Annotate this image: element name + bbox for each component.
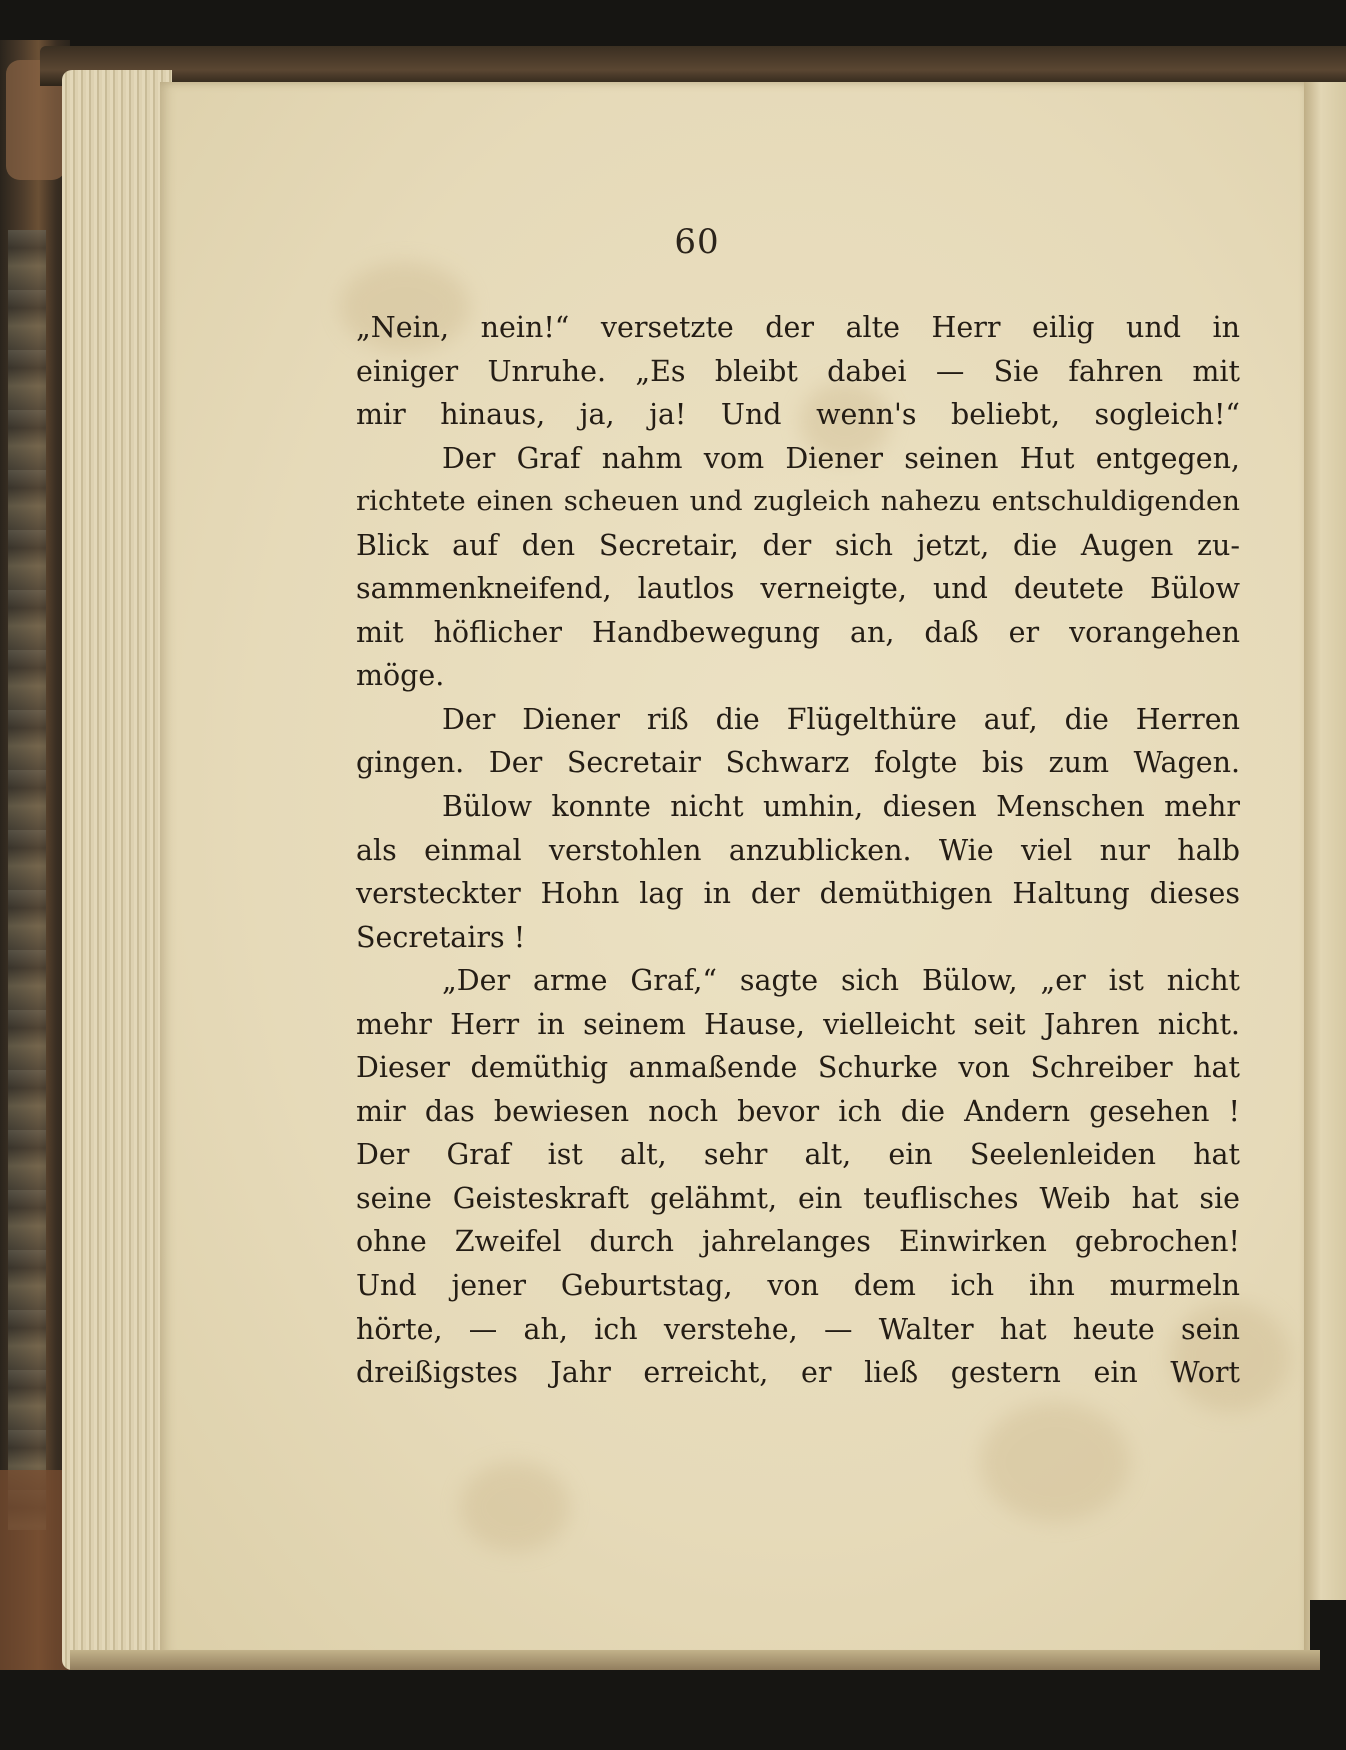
text-line: Dieser demüthig anmaßende Schurke von Schreiber hat: [356, 1051, 1240, 1085]
text-line: Secretairs !: [356, 920, 526, 954]
binding-bottom: [0, 1470, 70, 1680]
text-line: mehr Herr in seinem Hause, vielleicht seit Jahren nicht.: [356, 1007, 1240, 1041]
text-line: „Der arme Graf,“ sagte sich Bülow, „er ist nicht: [442, 964, 1240, 998]
text-line: einiger Unruhe. „Es bleibt dabei — Sie fahren mit: [356, 354, 1240, 388]
facing-page-edge: [1304, 82, 1346, 1672]
text-line: versteckter Hohn lag in der demüthigen Haltung dieses: [356, 877, 1240, 911]
text-line: mir das bewiesen noch bevor ich die Andern gesehen !: [356, 1094, 1240, 1128]
text-line: Und jener Geburtstag, von dem ich ihn murmeln: [356, 1269, 1240, 1303]
text-line: Bülow konnte nicht umhin, diesen Menschen mehr: [442, 790, 1240, 824]
background: [0, 0, 1346, 52]
text-line: Der Graf ist alt, sehr alt, ein Seelenleiden hat: [356, 1138, 1240, 1172]
binding-top-edge: [40, 46, 1346, 86]
text-line: „Nein, nein!“ versetzte der alte Herr eilig und in: [356, 311, 1240, 344]
text-line: Blick auf den Secretair, der sich jetzt, die Augen zu-: [356, 528, 1240, 562]
text-line: Der Graf nahm vom Diener seinen Hut entgegen,: [442, 441, 1240, 475]
binding-wear: [8, 230, 46, 1530]
foxing-stain: [460, 1462, 570, 1552]
text-line: möge.: [356, 659, 445, 693]
text-line: dreißigstes Jahr erreicht, er ließ gestern ein Wort: [356, 1356, 1240, 1390]
text-line: mir hinaus, ja, ja! Und wenn's beliebt, sogleich!“: [356, 398, 1240, 432]
text-line: als einmal verstohlen anzublicken. Wie viel nur halb: [356, 833, 1240, 867]
text-line: seine Geisteskraft gelähmt, ein teuflisches Weib hat sie: [356, 1181, 1240, 1215]
text-line: richtete einen scheuen und zugleich nahezu entschuldigenden: [356, 485, 1240, 518]
text-line: Der Diener riß die Flügelthüre auf, die Herren: [442, 702, 1240, 736]
text-line: hörte, — ah, ich verstehe, — Walter hat heute sein: [356, 1312, 1240, 1346]
stacked-page-edges: [62, 70, 172, 1670]
text-line: mit höflicher Handbewegung an, daß er vorangehen: [356, 615, 1240, 649]
text-line: gingen. Der Secretair Schwarz folgte bis zum Wagen.: [356, 746, 1240, 780]
body-text: [356, 306, 1240, 1395]
text-line: ohne Zweifel durch jahrelanges Einwirken gebrochen!: [356, 1225, 1240, 1259]
page-number: 60: [674, 222, 720, 262]
background: [0, 1670, 1346, 1750]
text-line: sammenkneifend, lautlos verneigte, und deutete Bülow: [356, 572, 1240, 606]
foxing-stain: [980, 1402, 1130, 1522]
